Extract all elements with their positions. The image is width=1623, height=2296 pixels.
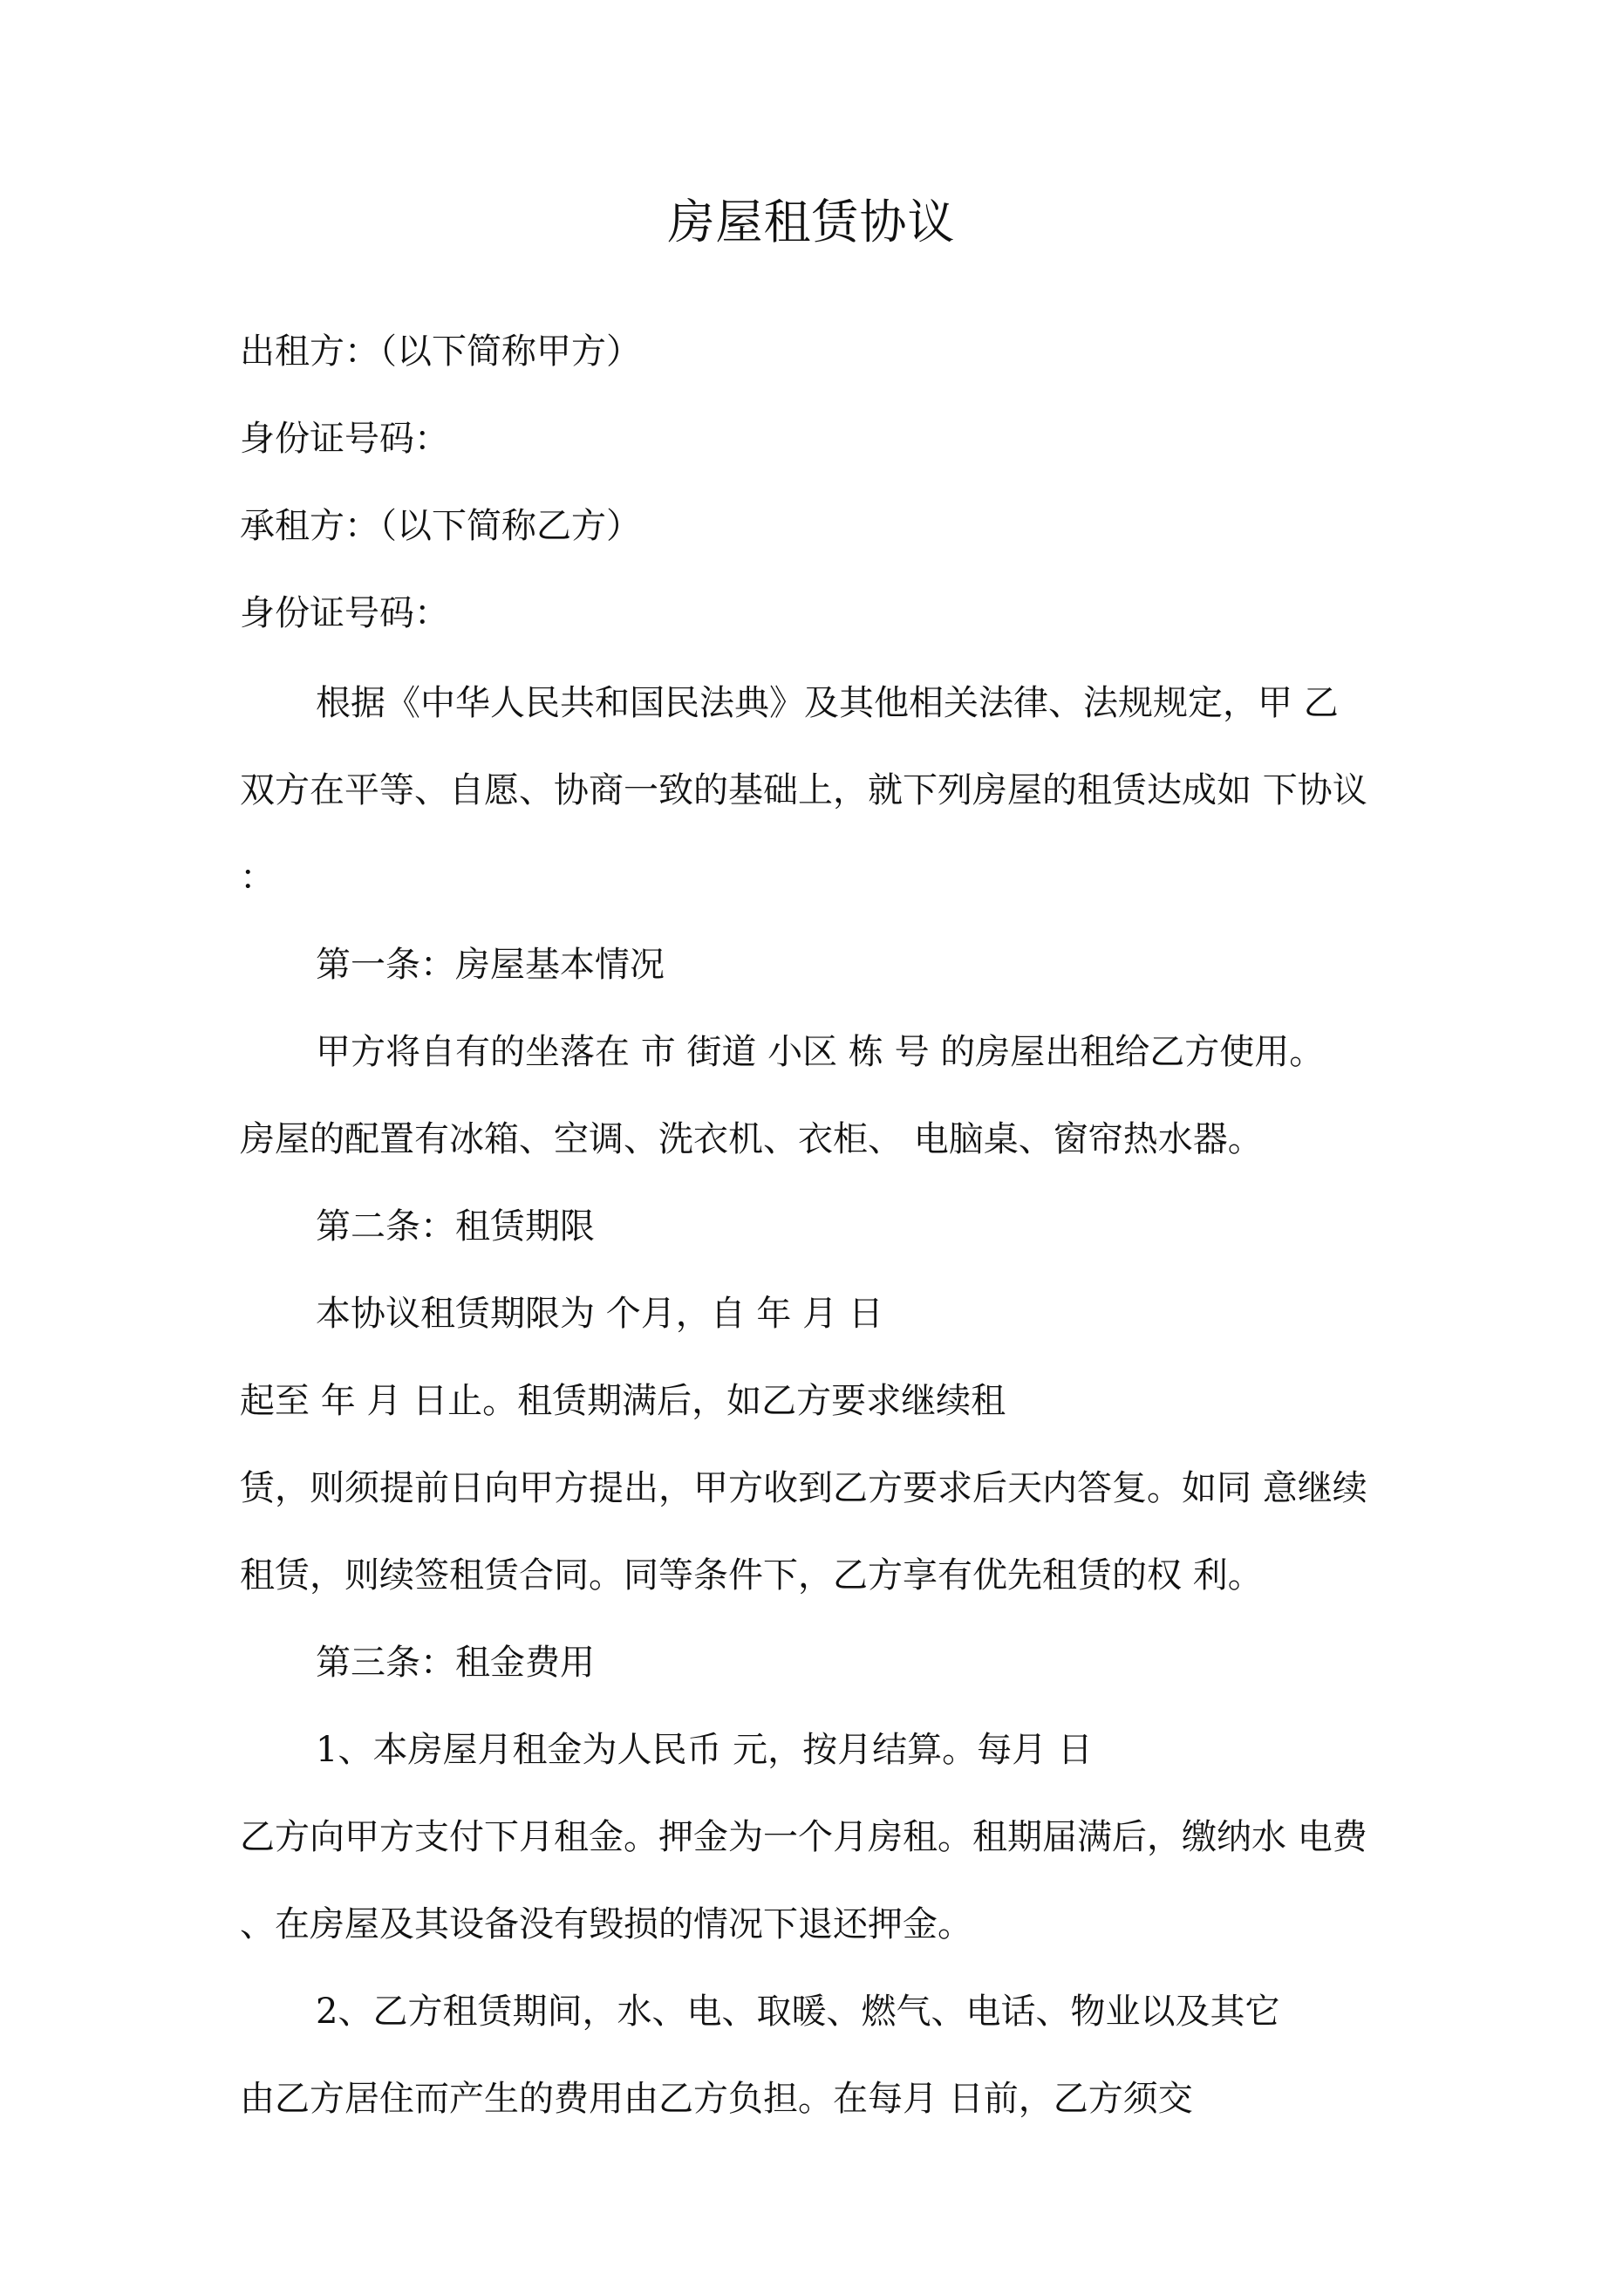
lessee-id-line: 身份证号码： [240,593,449,633]
preamble-line-2: 双方在平等、自愿、协商一致的基础上，就下列房屋的租赁达成如 下协议 [240,770,1367,810]
article-2-line-3: 赁，则须提前日向甲方提出，甲方收到乙方要求后天内答复。如同 意继续 [240,1468,1367,1508]
preamble-line-3: ： [240,858,275,898]
article-2-line-2: 起至 年 月 日止。租赁期满后，如乙方要求继续租 [240,1381,1006,1421]
lessor-line: 出租方：（以下简称甲方） [240,331,641,372]
article-3-heading: 第三条：租金费用 [316,1643,595,1683]
article-3-line-2: 乙方向甲方支付下月租金。押金为一个月房租。租期届满后，缴纳水 电费 [240,1817,1367,1857]
document-title: 房屋租赁协议 [667,195,956,249]
article-1-line-2: 房屋的配置有冰箱、空调、洗衣机、衣柜、 电脑桌、窗帘热水器。 [240,1119,1263,1159]
article-1-heading: 第一条：房屋基本情况 [316,945,665,985]
preamble-line-1: 根据《中华人民共和国民法典》及其他相关法律、法规规定，甲 乙 [316,683,1339,723]
lessee-line: 承租方：（以下简称乙方） [240,506,641,546]
article-1-line-1: 甲方将自有的坐落在 市 街道 小区 栋 号 的房屋出租给乙方使用。 [316,1032,1325,1072]
article-3-line-1: 1、本房屋月租金为人民币 元，按月结算。每月 日 [316,1730,1093,1770]
article-3-line-4: 2、乙方租赁期间，水、电、取暖、燃气、电话、物业以及其它 [316,1992,1280,2032]
lessor-id-line: 身份证号码： [240,419,449,459]
article-2-line-4: 租赁，则续签租赁合同。同等条件下，乙方享有优先租赁的权 利。 [240,1555,1263,1596]
article-2-heading: 第二条：租赁期限 [316,1206,595,1247]
article-2-line-1: 本协议租赁期限为 个月，自 年 月 日 [316,1294,883,1334]
article-3-line-3: 、在房屋及其设备没有毁损的情况下退还押金。 [240,1904,972,1944]
article-3-line-5: 由乙方居住而产生的费用由乙方负担。在每月 日前，乙方须交 [240,2079,1193,2119]
